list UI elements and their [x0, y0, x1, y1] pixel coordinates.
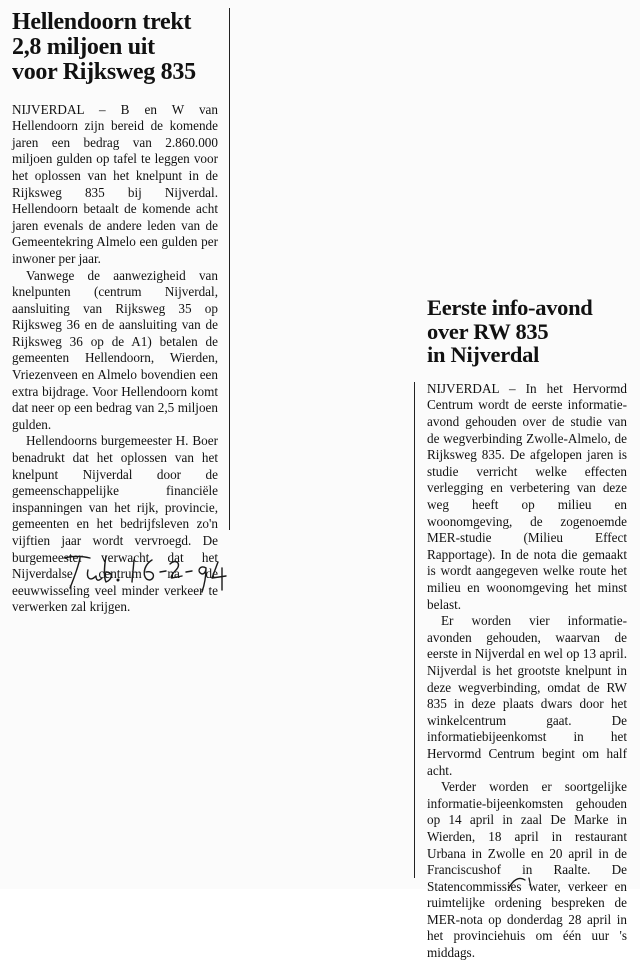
article-paragraph: NIJVERDAL – B en W van Hellendoorn zijn bereid de komende jaren een bedrag van 2.860.000 miljoen gulden op tafel te leggen voor het oplossen van het knelpunt in de Rijksweg 835 bij Nijverdal. Hellendoorn betaalt de komende acht jaren evenals de andere leden van de Gemeentekring Almelo een gulden per inwoner per jaar.	[12, 101, 218, 266]
article-paragraph: Vanwege de aanwezigheid van knelpunten (centrum Nijverdal, aansluiting van Rijksweg 35 op Rijksweg 36 en de aansluiting van de Rijksweg 36 op de A1) betalen de gemeenten Hellendoorn, Wierden, Vriezenveen en Almelo bovendien een extra bijdrage. Voor Hellendoorn komt dat neer op een bedrag van 2,5 miljoen gulden.	[12, 267, 218, 432]
article-paragraph: Verder worden er soortgelijke informatie-bijeenkomsten gehouden op 14 april in zaal De Marke in Wierden, 18 april in restaurant Urbana in Zwolle en 20 april in de Franciscushof in Raalte. De Statencommissies water, verkeer en ruimtelijke ordening bespreken de MER-nota op donderdag 28 april in het provinciehuis om één uur 's middags.	[427, 779, 627, 961]
article-paragraph: NIJVERDAL – In het Hervormd Centrum wordt de eerste informatie-avond gehouden over de studie van de wegverbinding Zwolle-Almelo, de Rijksweg 835. De afgelopen jaren is studie verricht welke effecten verlegging en verbetering van deze weg heeft op milieu en woonomgeving, de zogenoemde MER-studie (Milieu Effect Rapportage). In de nota die gemaakt is wordt aangegeven welke route het milieu en woonomgeving het minst belast.	[427, 380, 627, 612]
article-left-headline	[12, 10, 218, 86]
article-left	[12, 10, 218, 616]
handwritten-date-strokes	[60, 548, 230, 598]
article-left-body	[12, 102, 218, 616]
column-rule-left	[229, 8, 230, 530]
headline-line: over RW 835	[427, 318, 549, 344]
handwritten-date	[60, 548, 230, 598]
headline-line: voor Rijksweg 835	[12, 59, 196, 86]
article-right-headline	[427, 296, 627, 367]
headline-line: in Nijverdal	[427, 342, 540, 368]
headline-line: 2,8 miljoen uit	[12, 34, 155, 61]
article-paragraph: Er worden vier informatie-avonden gehouden, waarvan de eerste in Nijverdal en wel op 13 april. Nijverdal is het grootste knelpunt in deze wegverbinding, omdat de RW 835 in deze plaats dwars door het winkelcentrum gaat. De informatiebijeenkomst in het Hervormd Centrum begint om half acht.	[427, 613, 627, 778]
headline-line: Hellendoorn trekt	[12, 9, 192, 35]
article-paragraph: Hellendoorns burgemeester H. Boer benadrukt dat het oplossen van het knelpunt Nijverdal door de gemeenschappelijke financiële inspanningen van het rijk, provincie, gemeenten en het bedrijfsleven zo'n vijftien jaar wordt vervroegd. De burgemeester verwacht dat het Nijverdalse centrum na de eeuwwisseling veel minder verkeer te verwerken zal krijgen.	[12, 433, 218, 615]
article-right	[427, 296, 627, 962]
column-rule-right	[414, 382, 415, 878]
handwritten-mark-fragment	[505, 872, 545, 889]
headline-line: Eerste info-avond	[427, 295, 593, 320]
